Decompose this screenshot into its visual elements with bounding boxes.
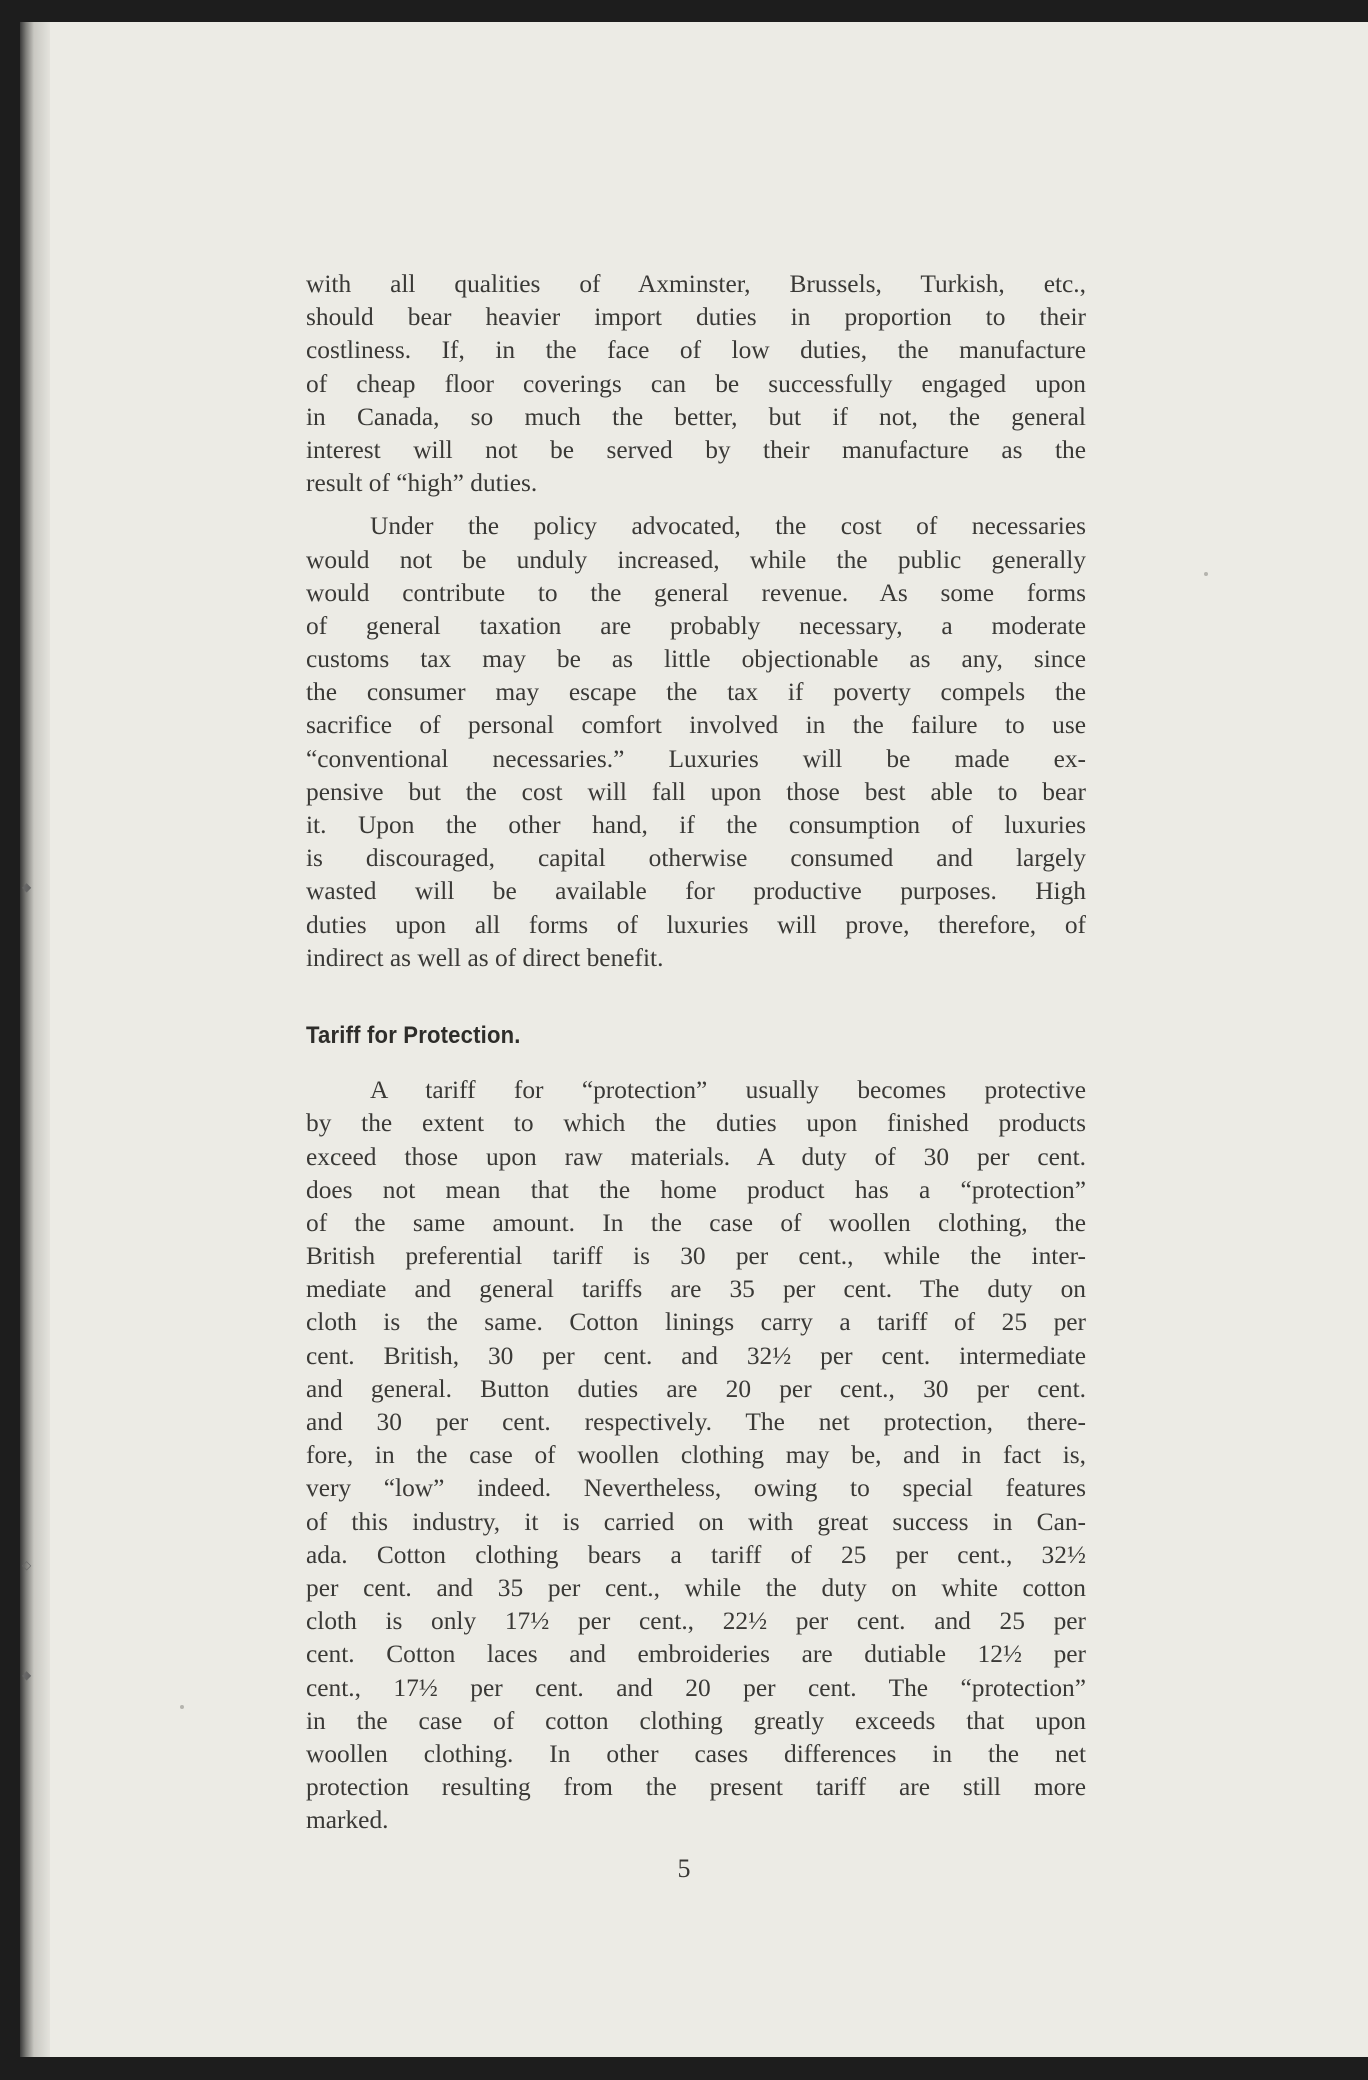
text-line: interest will not be served by their manufacture as the: [306, 435, 1086, 464]
text-line: would contribute to the general revenue. As some forms: [306, 578, 1086, 607]
text-line: and general. Button duties are 20 per cent., 30 per cent.: [306, 1374, 1086, 1403]
text-line: woollen clothing. In other cases differences in the net: [306, 1739, 1086, 1768]
text-line: very “low” indeed. Nevertheless, owing to special features: [306, 1474, 1086, 1503]
text-line: of cheap floor coverings can be successfully engaged upon: [306, 369, 1086, 398]
section-heading: Tariff for Protection.: [306, 1021, 521, 1049]
text-line: and 30 per cent. respectively. The net protection, there-: [306, 1408, 1086, 1437]
text-line: cent. Cotton laces and embroideries are dutiable 12½ per: [306, 1640, 1086, 1669]
text-line: of this industry, it is carried on with great success in Can-: [306, 1507, 1086, 1536]
text-line: Under the policy advocated, the cost of necessaries: [370, 512, 1086, 541]
text-line: of general taxation are probably necessary, a moderate: [306, 611, 1086, 640]
text-line: pensive but the cost will fall upon those best able to bear: [306, 777, 1086, 806]
text-line: British preferential tariff is 30 per cent., while the inter-: [306, 1242, 1086, 1271]
text-line: with all qualities of Axminster, Brussels, Turkish, etc.,: [306, 270, 1086, 298]
text-line: sacrifice of personal comfort involved in the failure to use: [306, 711, 1086, 740]
text-line: in Canada, so much the better, but if not, the general: [306, 402, 1086, 431]
paragraph: [306, 1074, 1086, 1837]
text-line: result of “high” duties.: [306, 469, 538, 498]
text-line: exceed those upon raw materials. A duty of 30 per cent.: [306, 1142, 1086, 1171]
text-line: protection resulting from the present tariff are still more: [306, 1773, 1086, 1802]
text-line: marked.: [306, 1806, 389, 1835]
text-line: cent. British, 30 per cent. and 32½ per cent. intermediate: [306, 1341, 1086, 1370]
text-line: in the case of cotton clothing greatly exceeds that upon: [306, 1706, 1086, 1735]
text-line: the consumer may escape the tax if poverty compels the: [306, 678, 1086, 707]
binding-mark: ◆: [22, 880, 32, 894]
text-line: by the extent to which the duties upon finished products: [306, 1109, 1086, 1138]
text-line: indirect as well as of direct benefit.: [306, 943, 664, 972]
body-text: [306, 268, 1086, 1847]
text-line: duties upon all forms of luxuries will prove, therefore, of: [306, 910, 1086, 939]
section-paragraph: [306, 1074, 1086, 1837]
text-line: would not be unduly increased, while the public generally: [306, 545, 1086, 574]
paragraph-group: [306, 268, 1086, 975]
text-line: is discouraged, capital otherwise consumed and largely: [306, 844, 1086, 873]
text-line: should bear heavier import duties in proportion to their: [306, 303, 1086, 332]
text-line: cloth is the same. Cotton linings carry a tariff of 25 per: [306, 1308, 1086, 1337]
paragraph: [306, 268, 1086, 500]
text-line: mediate and general tariffs are 35 per cent. The duty on: [306, 1275, 1086, 1304]
text-line: per cent. and 35 per cent., while the duty on white cotton: [306, 1573, 1086, 1602]
page-number: 5: [677, 1854, 691, 1883]
binding-mark: ◆: [22, 1668, 32, 1682]
text-line: does not mean that the home product has a “protection”: [306, 1175, 1086, 1204]
page-binding-gutter: [20, 22, 50, 2057]
text-line: fore, in the case of woollen clothing may be, and in fact is,: [306, 1441, 1086, 1470]
text-line: ada. Cotton clothing bears a tariff of 25 per cent., 32½: [306, 1540, 1086, 1569]
text-line: cent., 17½ per cent. and 20 per cent. The “protection”: [306, 1673, 1086, 1702]
text-line: wasted will be available for productive purposes. High: [306, 877, 1086, 906]
text-line: costliness. If, in the face of low duties, the manufacture: [306, 336, 1086, 365]
text-line: cloth is only 17½ per cent., 22½ per cent. and 25 per: [306, 1607, 1086, 1636]
paper-speck: [1204, 572, 1208, 576]
text-line: A tariff for “protection” usually becomes protective: [370, 1076, 1086, 1105]
text-line: customs tax may be as little objectionable as any, since: [306, 645, 1086, 674]
text-line: “conventional necessaries.” Luxuries will be made ex-: [306, 744, 1086, 773]
text-line: it. Upon the other hand, if the consumption of luxuries: [306, 811, 1086, 839]
paragraph: [306, 510, 1086, 975]
paper-speck: [180, 1705, 184, 1709]
text-line: of the same amount. In the case of woollen clothing, the: [306, 1208, 1086, 1237]
binding-mark: ◇: [22, 1558, 32, 1572]
